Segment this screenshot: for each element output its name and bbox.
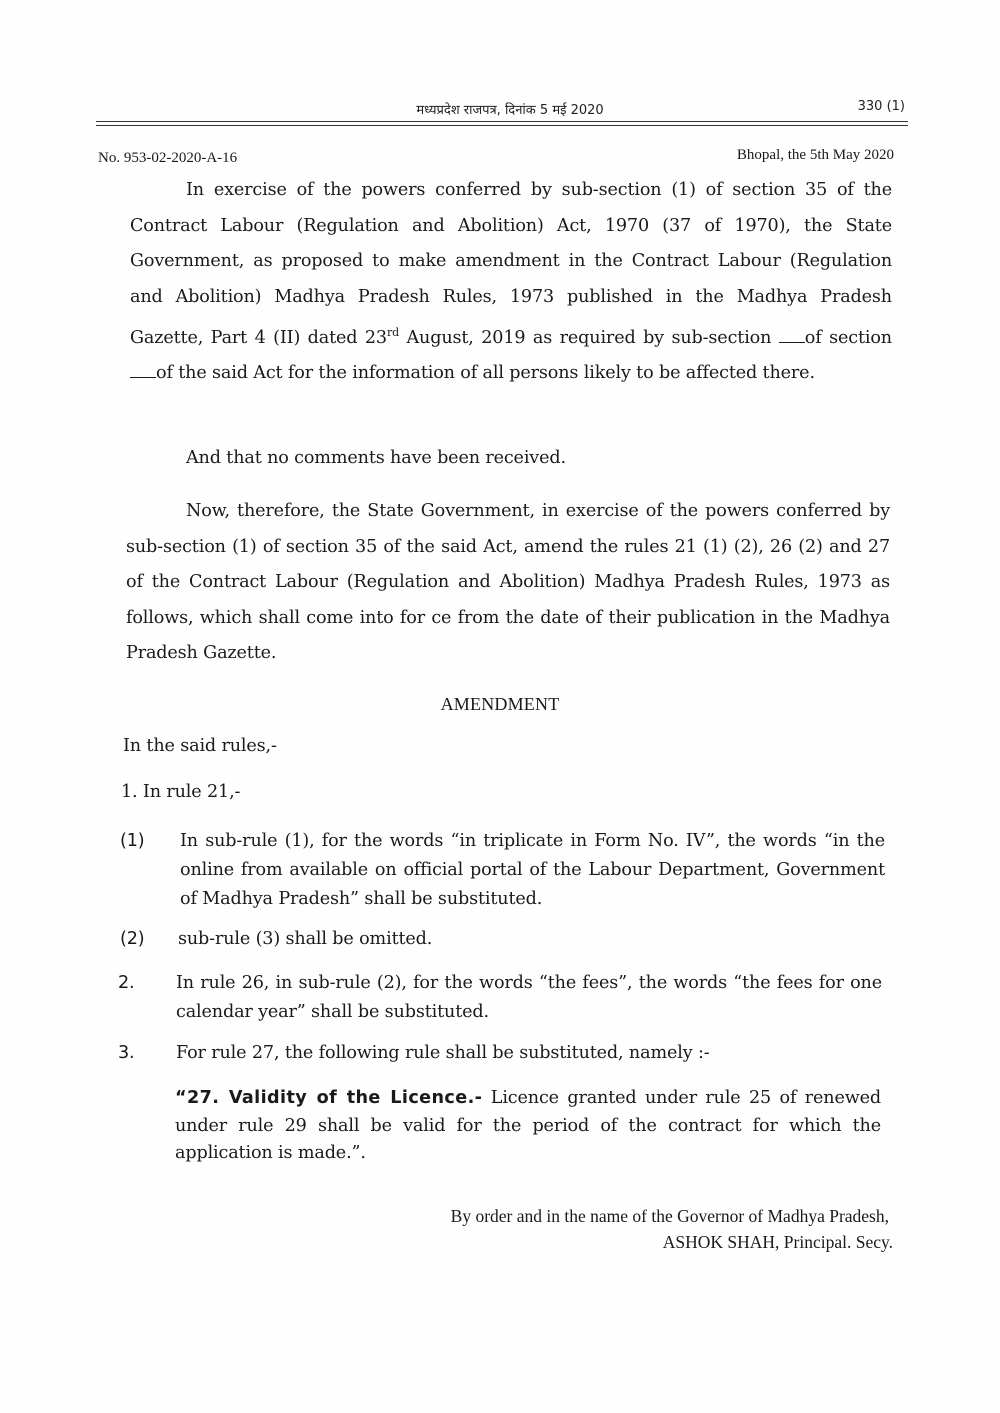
preamble-text-b: August, 2019 as required by sub-section xyxy=(398,327,779,348)
header-rule-bottom xyxy=(96,125,908,126)
item-number: 2. xyxy=(118,973,135,993)
notification-place-date: Bhopal, the 5th May 2020 xyxy=(736,147,894,163)
preamble-text-c: of section xyxy=(804,327,892,348)
page-number: 330 (1) xyxy=(857,99,905,114)
item-number: (1) xyxy=(120,831,145,851)
amendment-heading: AMENDMENT xyxy=(440,694,560,714)
item-number: (2) xyxy=(120,929,145,949)
notification-number: No. 953-02-2020-A-16 xyxy=(98,150,238,166)
amendment-intro: In the said rules,- xyxy=(123,736,277,756)
header-rule-top xyxy=(96,121,908,122)
rule21-heading: 1. In rule 21,- xyxy=(121,782,241,802)
enactment-paragraph: Now, therefore, the State Government, in exercise of the powers conferred by sub-section (1) of section 35 of the said Act, amend the rules 21 (1) (2), 26 (2) and 27 of the Contract Labour (Regulation and Abolition) Madhya Pradesh Rules, 1973 as follows, which shall come into for ce from the date of their publication in the Madhya Pradesh Gazette. xyxy=(126,501,890,663)
item-text: In rule 26, in sub-rule (2), for the words “the fees”, the words “the fees for one calendar year” shall be substituted. xyxy=(176,973,882,1022)
blank-subsection xyxy=(779,328,805,343)
rule27-title: “27. Validity of the Licence.- xyxy=(175,1088,483,1108)
signature-name-line: ASHOK SHAH, Principal. Secy. xyxy=(662,1232,893,1252)
preamble-paragraph xyxy=(130,173,892,392)
signature-order-line: By order and in the name of the Governor of Madhya Pradesh, xyxy=(450,1206,889,1226)
substituted-rule-27 xyxy=(175,1085,881,1168)
item-text: In sub-rule (1), for the words “in triplicate in Form No. IV”, the words “in the online from available on official portal of the Labour Department, Government of Madhya Pradesh” shall be substituted. xyxy=(180,831,885,909)
preamble-text-a: In exercise of the powers conferred by sub-section (1) of section 35 of the Contract Labour (Regulation and Abolition) Act, 1970 (37 of 1970), the State Government, as proposed to make amendment in the Contract Labour (Regulation and Abolition) Madhya Pradesh Rules, 1973 published in the Madhya Pradesh Gazette, Part 4 (II) dated 23 xyxy=(130,180,892,348)
no-comments-paragraph: And that no comments have been received. xyxy=(186,448,566,468)
preamble-superscript: rd xyxy=(386,326,399,339)
blank-section xyxy=(130,363,156,378)
item-text: For rule 27, the following rule shall be substituted, namely :- xyxy=(176,1043,710,1063)
gazette-header-title: मध्यप्रदेश राजपत्र, दिनांक 5 मई 2020 xyxy=(416,103,604,118)
item-number: 3. xyxy=(118,1043,135,1063)
item-text: sub-rule (3) shall be omitted. xyxy=(178,929,433,949)
preamble-text-d: of the said Act for the information of all persons likely to be affected there. xyxy=(156,363,815,384)
rule27-text: Licence granted under rule 25 of renewed under rule 29 shall be valid for the period of the contract for which the application is made.”. xyxy=(175,1088,881,1163)
